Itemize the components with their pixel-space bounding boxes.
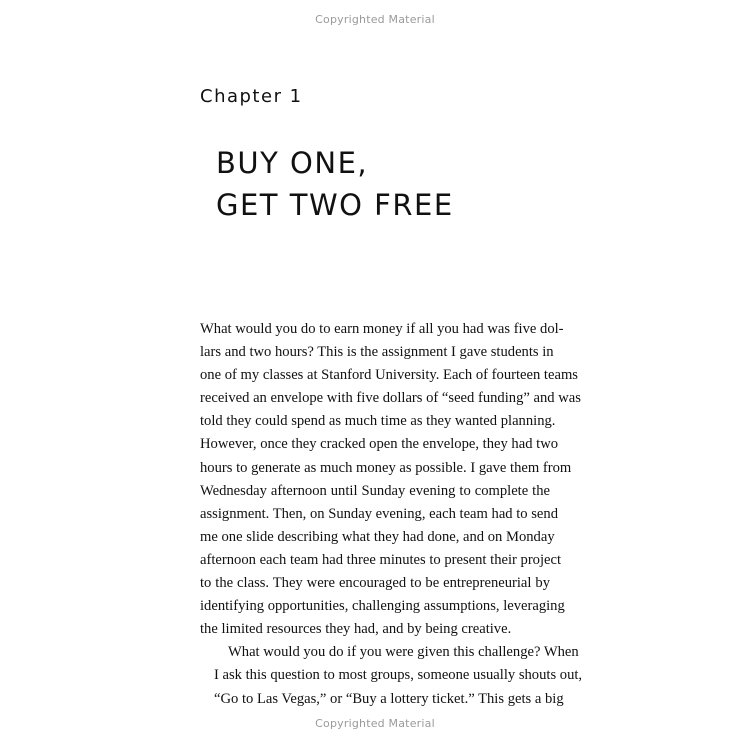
text-line: hours to generate as much money as possible. I gave them from — [200, 459, 572, 476]
text-line: one of my classes at Stanford University. Each of fourteen teams — [200, 367, 578, 384]
text-line: What would you do to earn money if all you had was five dol- — [200, 321, 564, 337]
text-line: identifying opportunities, challenging assumptions, leveraging — [200, 598, 565, 615]
text-line: What would you do if you were given this challenge? When — [228, 644, 579, 661]
text-line: the limited resources they had, and by being creative. — [200, 621, 512, 638]
text-line: Wednesday afternoon until Sunday evening to complete the — [200, 482, 550, 499]
body-text — [200, 318, 583, 711]
text-line: assignment. Then, on Sunday evening, each team had to send — [200, 505, 559, 522]
paragraph — [200, 641, 583, 710]
text-line: “Go to Las Vegas,” or “Buy a lottery ticket.” This gets a big — [214, 690, 564, 707]
copyright-watermark-top: Copyrighted Material — [315, 13, 435, 26]
chapter-title — [216, 142, 454, 226]
chapter-title-line: BUY ONE, — [216, 146, 369, 180]
chapter-label: Chapter 1 — [200, 86, 303, 107]
text-line: lars and two hours? This is the assignment I gave students in — [200, 344, 554, 361]
chapter-title-line: GET TWO FREE — [216, 188, 454, 222]
text-line: However, once they cracked open the envelope, they had two — [200, 436, 559, 453]
text-line: to the class. They were encouraged to be entrepreneurial by — [200, 575, 550, 592]
text-line: told they could spend as much time as they wanted planning. — [200, 413, 556, 430]
text-line: me one slide describing what they had done, and on Monday — [200, 528, 555, 545]
copyright-watermark-bottom: Copyrighted Material — [315, 717, 435, 730]
text-line: afternoon each team had three minutes to present their project — [200, 551, 562, 568]
text-line: I ask this question to most groups, someone usually shouts out, — [214, 667, 583, 684]
paragraph — [200, 318, 581, 641]
text-line: received an envelope with five dollars of “seed funding” and was — [200, 390, 581, 407]
